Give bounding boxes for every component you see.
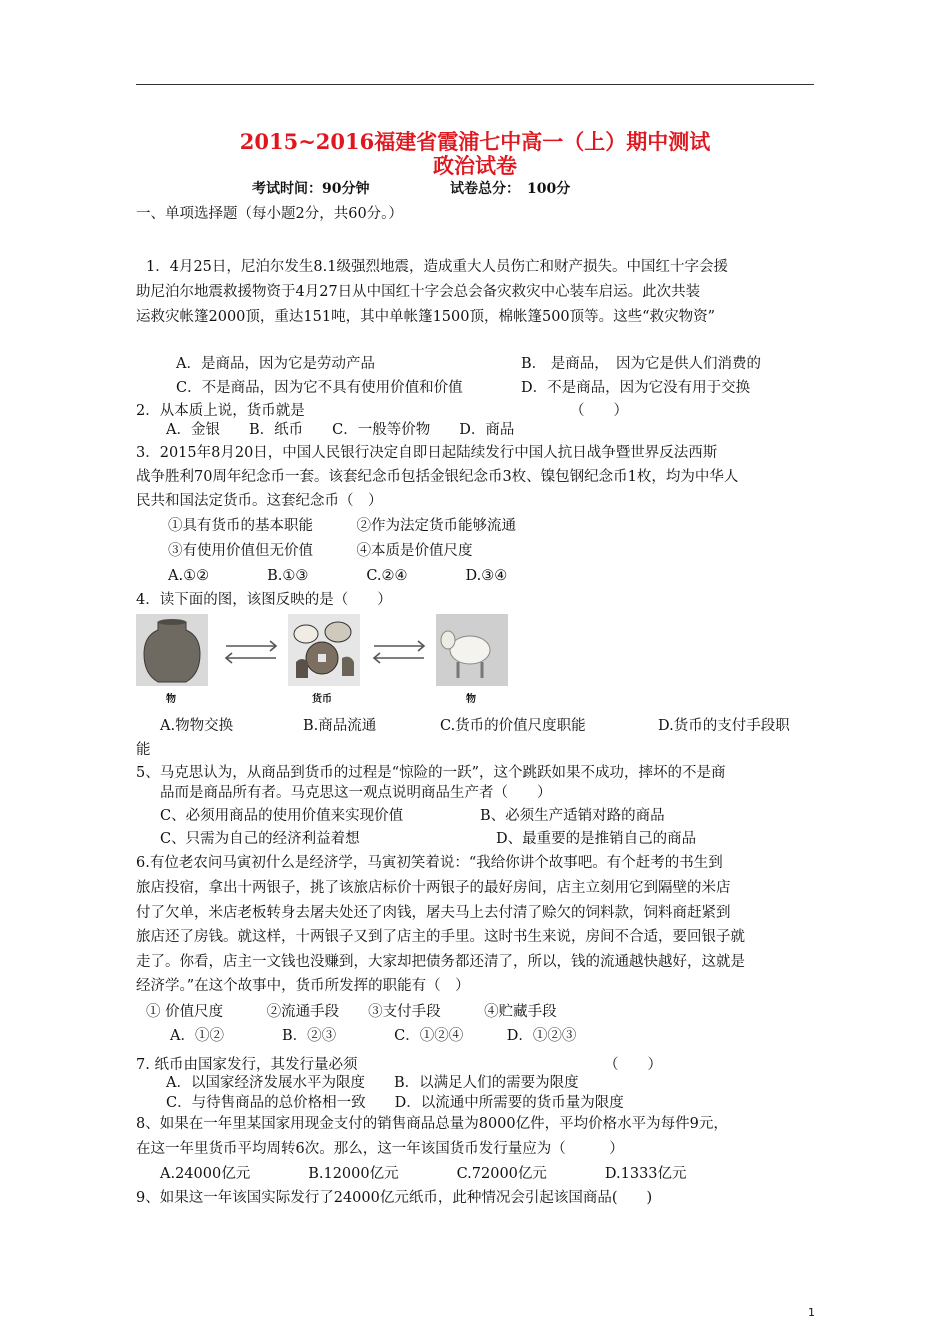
shell-icon	[294, 625, 318, 643]
q4-option-d-cont: 能	[136, 742, 151, 758]
q6-line5: 走了。你看，店主一文钱也没赚到，大家却把债务都还清了，所以，钱的流通越快越好，这就是	[136, 954, 745, 970]
q6-line3: 付了欠单，米店老板转身去屠夫处还了肉钱，屠夫马上去付清了赊欠的饲料款，饲料商赶紧到	[136, 905, 731, 921]
q6-options: A．①② B．②③ C．①②④ D．①②③	[170, 1028, 577, 1044]
q6-line6: 经济学。”在这个故事中，货币所发挥的职能有（ ）	[136, 978, 470, 994]
barter-figure	[136, 612, 510, 704]
q3-statements-1: ①具有货币的基本职能 ②作为法定货币能够流通	[168, 518, 516, 534]
q4-option-b: B.商品流通	[303, 718, 377, 734]
q3-statements-2: ③有使用价值但无价值 ④本质是价值尺度	[168, 543, 473, 559]
q8-options: A.24000亿元 B.12000亿元 C.72000亿元 D.1333亿元	[160, 1166, 687, 1182]
q2-options: A．金银 B．纸币 C．一般等价物 D．商品	[166, 422, 515, 438]
q8-line2: 在这一年里货币平均周转6次。那么，这一年该国货币发行量应为（ ）	[136, 1141, 624, 1157]
q3-line3: 民共和国法定货币。这套纪念币（ ）	[136, 493, 383, 509]
q6-line4: 旅店还了房钱。就这样，十两银子又到了店主的手里。这时书生来说，房间不合适，要回银子就	[136, 929, 745, 945]
q6-statements: ① 价值尺度 ②流通手段 ③支付手段 ④贮藏手段	[146, 1004, 557, 1020]
q5-option-c: C、只需为自己的经济利益着想	[160, 831, 360, 847]
exam-subtitle: 政治试卷	[433, 153, 517, 178]
exchange-arrows-right	[374, 641, 424, 663]
q7-blank: （ ）	[604, 1057, 662, 1073]
q8-line1: 8、如果在一年里某国家用现金支付的销售商品总量为8000亿件，平均价格水平为每件9元，	[136, 1116, 728, 1132]
coin-hole-icon	[318, 654, 326, 662]
total-score: 试卷总分： 100分	[450, 181, 571, 197]
q7-options-1: A．以国家经济发展水平为限度 B．以满足人们的需要为限度	[166, 1075, 579, 1091]
q7-stem: 7. 纸币由国家发行，其发行量必须	[136, 1057, 358, 1073]
q4-stem: 4．读下面的图，该图反映的是（ ）	[136, 592, 392, 608]
exam-title: 2015~2016福建省霞浦七中高一（上）期中测试	[239, 129, 711, 154]
q1-option-b: B． 是商品， 因为它是供人们消费的	[521, 356, 762, 372]
q4-option-a: A.物物交换	[160, 718, 234, 734]
q3-line1: 3．2015年8月20日，中国人民银行决定自即日起陆续发行中国人抗日战争暨世界反法西斯	[136, 445, 718, 461]
q2-blank: （ ）	[570, 403, 628, 419]
spade-coin-icon	[296, 659, 308, 678]
q9-stem: 9、如果这一年该国实际发行了24000亿元纸币，此种情况会引起该国商品( )	[136, 1190, 653, 1206]
q1-line1: 1．4月25日，尼泊尔发生8.1级强烈地震，造成重大人员伤亡和财产损失。中国红十字会援	[146, 259, 728, 275]
q5-option-a: C、必须用商品的使用价值来实现价值	[160, 808, 404, 824]
q3-options: A.①② B.①③ C.②④ D.③④	[168, 568, 508, 584]
q1-option-c: C．不是商品，因为它不具有使用价值和价值	[176, 380, 463, 396]
sheep-icon	[450, 636, 490, 664]
figure-label-goods-left: 物	[166, 694, 176, 705]
section-heading: 一、单项选择题（每小题2分，共60分。）	[136, 206, 403, 222]
q1-option-d: D．不是商品，因为它没有用于交换	[521, 380, 751, 396]
exchange-arrows-left	[226, 641, 276, 663]
exam-time: 考试时间：90分钟	[252, 181, 370, 197]
q4-option-c: C.货币的价值尺度职能	[440, 718, 586, 734]
q2-stem: 2．从本质上说，货币就是	[136, 403, 305, 419]
q5-option-d: D、最重要的是推销自己的商品	[496, 831, 697, 847]
q5-line1: 5、马克思认为，从商品到货币的过程是“惊险的一跃”，这个跳跃如果不成功，摔坏的不是商	[136, 765, 726, 781]
sheep-head-icon	[441, 631, 455, 649]
q5-line2: 品而是商品所有者。马克思这一观点说明商品生产者（ ）	[160, 785, 552, 801]
q1-option-a: A．是商品，因为它是劳动产品	[176, 356, 375, 372]
knife-coin-icon	[342, 657, 354, 676]
q1-line3: 运救灾帐篷2000顶，重达151吨，其中单帐篷1500顶，棉帐篷500顶等。这些“救灾物资”	[136, 309, 715, 325]
q6-line2: 旅店投宿，拿出十两银子，挑了该旅店标价十两银子的最好房间，店主立刻用它到隔壁的米店	[136, 880, 731, 896]
figure-label-goods-right: 物	[466, 694, 476, 705]
jar-rim-icon	[158, 619, 186, 625]
shell-icon	[325, 622, 351, 642]
q4-option-d: D.货币的支付手段职	[658, 718, 790, 734]
page-number: 1	[808, 1306, 815, 1319]
figure-label-money: 货币	[312, 694, 332, 705]
q6-line1: 6.有位老农问马寅初什么是经济学，马寅初笑着说：“我给你讲个故事吧。有个赶考的书生到	[136, 855, 723, 871]
q7-options-2: C．与待售商品的总价格相一致 D．以流通中所需要的货币量为限度	[166, 1095, 624, 1111]
header-rule	[136, 84, 814, 85]
q5-option-b: B、必须生产适销对路的商品	[480, 808, 665, 824]
q3-line2: 战争胜利70周年纪念币一套。该套纪念币包括金银纪念币3枚、镍包钢纪念币1枚，均为中华人	[136, 469, 739, 485]
q1-line2: 助尼泊尔地震救援物资于4月27日从中国红十字会总会备灾救灾中心装车启运。此次共装	[136, 284, 701, 300]
